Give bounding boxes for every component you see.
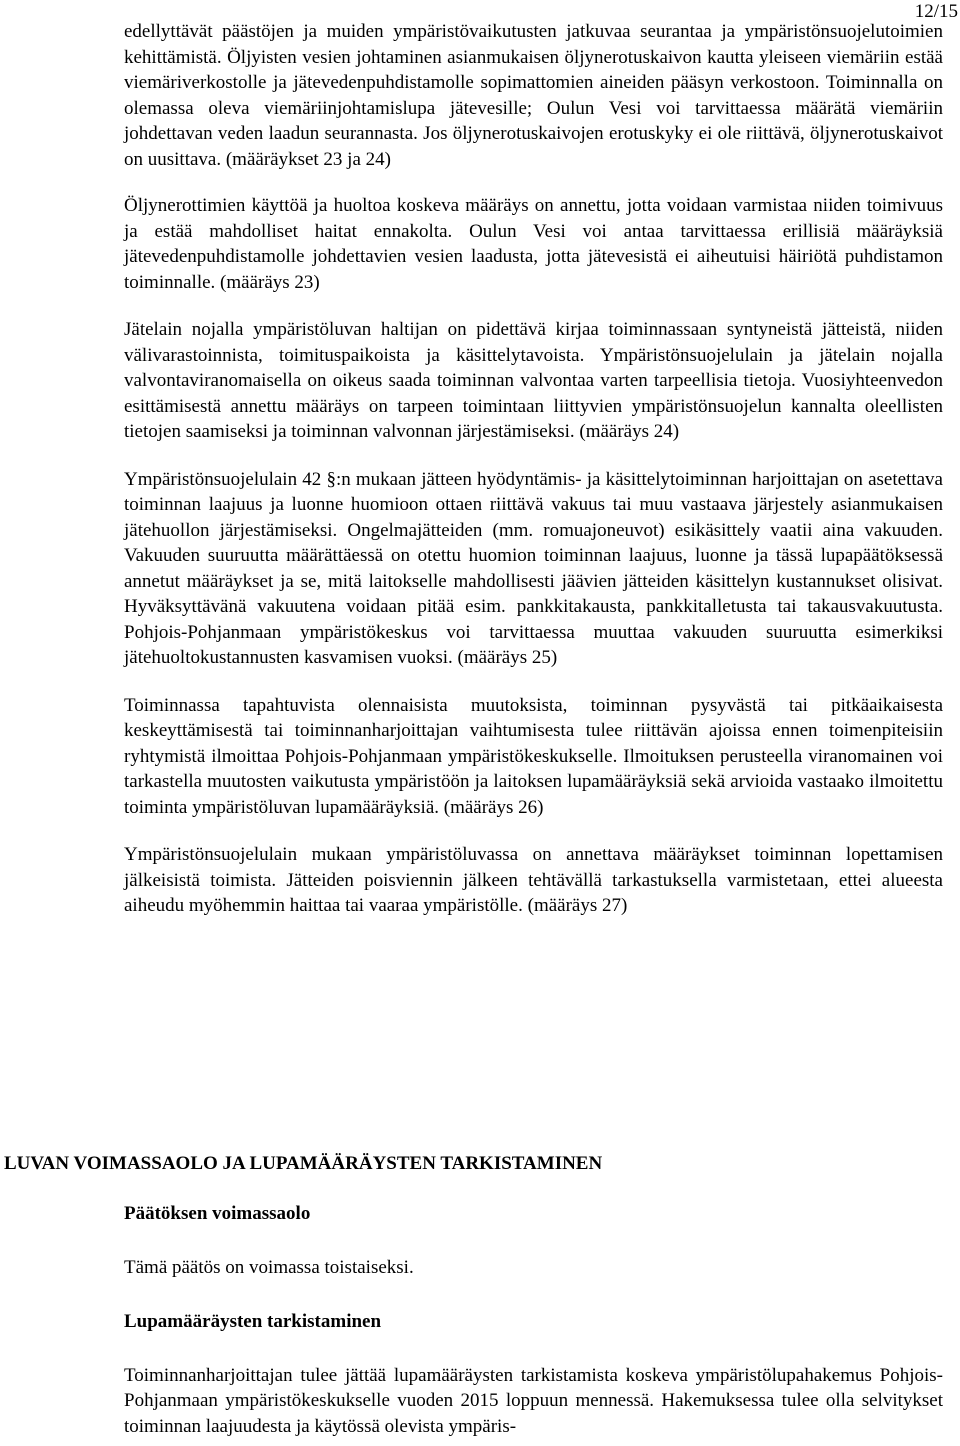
document-body	[124, 19, 943, 941]
paragraph-waste-records: Jätelain nojalla ympäristöluvan haltijan on pidettävä kirjaa toiminnassaan syntyneistä jätteistä, niiden välivarastoinnista, toimituspaikoista ja käsittelytavoista. Ympäristönsuojelulain ja jätelain nojalla valvontaviranomaisella on oikeus saada toiminnan valvontaa varten tarpeellisia tietoja. Vuosiyhteenvedon esittämisestä annettu määräys on tarpeen toimintaan liittyvien ympäristönsuojelun kannalta oleellisten tietojen saamiseksi ja toiminnan valvonnan järjestämiseksi. (määräys 24)	[124, 319, 943, 442]
paragraph-security-deposit: Ympäristönsuojelulain 42 §:n mukaan jätteen hyödyntämis- ja käsittelytoiminnan harjoittajan on asetettava toiminnan laajuus ja luonne huomioon ottaen riittävä vakuus tai muu vastaava järjestely asianmukaisen jätehuollon järjestämiseksi. Ongelmajätteiden (mm. romuajoneuvot) esikäsittely vaatii aina vakuuden. Vakuuden suuruutta määrättäessä on otettu huomion toiminnan laajuus, luonne ja tässä lupapäätöksessä annetut määräykset ja se, mitä laitokselle mahdollisesti jäävien jätteiden käsittelyn kustannukset olisivat. Hyväksyttävänä vakuutena voidaan pitää esim. pankkitakausta, pankkitalletusta tai takausvakuutusta. Pohjois-Pohjanmaan ympäristökeskus voi tarvittaessa muuttaa vakuuden suuruutta esimerkiksi jätehuoltokustannusten kasvamisen vuoksi. (määräys 25)	[124, 468, 943, 668]
paragraph-closure-measures: Ympäristönsuojelulain mukaan ympäristöluvassa on annettava määräykset toiminnan lopettamisen jälkeisistä toimista. Jätteiden poisviennin jälkeen tehtävällä tarkastuksella varmistetaan, ettei alueesta aiheudu myöhemmin haittaa tai vaaraa ympäristölle. (määräys 27)	[124, 844, 943, 916]
section-heading: LUVAN VOIMASSAOLO JA LUPAMÄÄRÄYSTEN TARKISTAMINEN	[4, 1153, 603, 1174]
subheading-permit-review: Lupamääräysten tarkistaminen	[124, 1310, 382, 1332]
page-number: 12/15	[914, 1, 958, 22]
paragraph-permit-review: Toiminnanharjoittajan tulee jättää lupamääräysten tarkistamista koskeva ympäristölupahakemus Pohjois-Pohjanmaan ympäristökeskukselle vuoden 2015 loppuun mennessä. Hakemuksessa tulee olla selvitykset toiminnan laajuudesta ja käytössä olevista ympäris-	[124, 1364, 943, 1437]
paragraph-decision-validity: Tämä päätös on voimassa toistaiseksi.	[124, 1257, 414, 1278]
paragraph-oil-separation: edellyttävät päästöjen ja muiden ympäristövaikutusten jatkuvaa seurantaa ja ympäristönsuojelutoimien kehittämistä. Öljyisten vesien johtaminen asianmukaisen öljynerotuskaivon kautta yleiseen viemäriin estää viemäriverkostolle ja jätevedenpuhdistamolle sopimattomien aineiden pääsyn verkostoon. Toiminnalla on olemassa oleva viemäriinjohtamislupa jätevesille; Oulun Vesi voi tarvittaessa määrätä viemäriin johdettavan veden laadun seurannasta. Jos öljynerotuskaivojen erotuskyky ei ole riittävä, öljynerotuskaivot on uusittava. (määräykset 23 ja 24)	[124, 21, 943, 170]
paragraph-changes-notification: Toiminnassa tapahtuvista olennaisista muutoksista, toiminnan pysyvästä tai pitkäaikaisesta keskeyttämisestä tai toiminnanharjoittajan vaihtumisesta tulee riittävän ajoissa ennen toimenpiteisiin ryhtymistä ilmoittaa Pohjois-Pohjanmaan ympäristökeskukselle. Ilmoituksen perusteella viranomainen voi tarkastella muutosten vaikutusta ympäristöön ja laitoksen lupamääräyksiä sekä arvioida vastaako ilmoitettu toiminta ympäristöluvan lupamääräyksiä. (määräys 26)	[124, 694, 943, 818]
subheading-decision-validity: Päätöksen voimassaolo	[124, 1203, 311, 1224]
paragraph-oil-separator-maintenance: Öljynerottimien käyttöä ja huoltoa koskeva määräys on annettu, jotta voidaan varmistaa niiden toimivuus ja estää mahdolliset haitat ennakolta. Oulun Vesi voi antaa tarvittaessa erillisiä määräyksiä jätevedenpuhdistamolle johdettavien vesien laadusta, jotta jätevesistä ei aiheutuisi häiriötä puhdistamon toiminnalle. (määräys 23)	[124, 195, 943, 293]
permit-validity-section	[124, 1201, 943, 1439]
